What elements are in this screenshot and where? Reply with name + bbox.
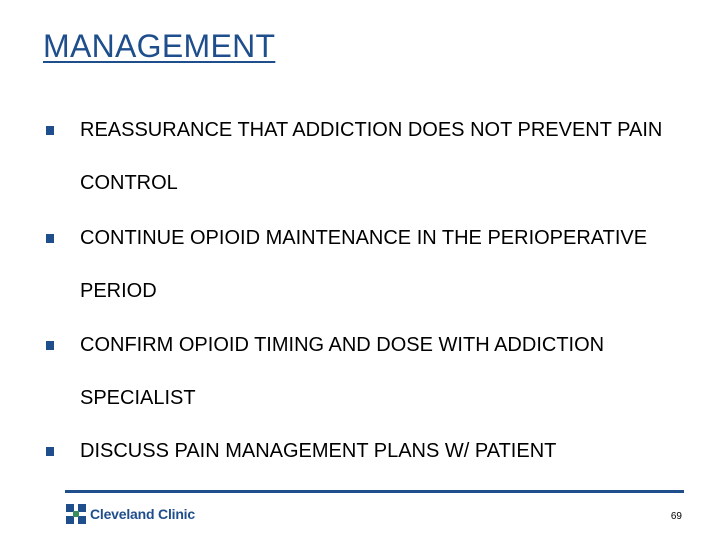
page-number: 69: [670, 511, 682, 522]
square-bullet-icon: [46, 447, 54, 456]
cleveland-clinic-logo: [66, 504, 195, 524]
logo-text: Cleveland Clinic: [90, 506, 195, 522]
bullet-text: REASSURANCE THAT ADDICTION DOES NOT PREVENT PAIN CONTROL: [80, 119, 663, 194]
square-bullet-icon: [46, 126, 54, 135]
cleveland-clinic-cross-logo-icon: [66, 504, 86, 524]
square-bullet-icon: [46, 341, 54, 350]
footer-divider: [65, 490, 684, 493]
bullet-text: CONFIRM OPIOID TIMING AND DOSE WITH ADDICTION SPECIALIST: [80, 334, 605, 409]
slide-title: MANAGEMENT: [43, 28, 276, 64]
bullet-text: DISCUSS PAIN MANAGEMENT PLANS W/ PATIENT: [80, 440, 557, 462]
bullet-text: CONTINUE OPIOID MAINTENANCE IN THE PERIOPERATIVE PERIOD: [80, 227, 648, 302]
square-bullet-icon: [46, 234, 54, 243]
